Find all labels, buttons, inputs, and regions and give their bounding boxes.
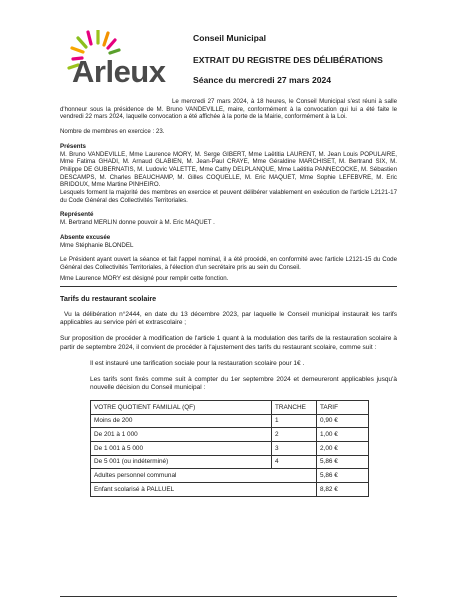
table-cell: Enfant scolarisé à PALLUEL	[91, 483, 317, 497]
tarifs-table	[90, 400, 369, 496]
tarifs-title: Tarifs du restaurant scolaire	[60, 294, 157, 304]
table-cell: 4	[272, 455, 317, 469]
represente-text: M. Bertrand MERLIN donne pouvoir à M. Eric MAQUET .	[60, 219, 215, 227]
header-title: Conseil Municipal	[193, 33, 267, 43]
table-header-tranche: TRANCHE	[272, 401, 317, 414]
table-cell: 8,82 €	[317, 483, 369, 497]
table-cell: 0,90 €	[317, 414, 369, 428]
section-divider	[60, 286, 397, 287]
header-subtitle: EXTRAIT DU REGISTRE DES DÉLIBÉRATIONS	[193, 55, 383, 65]
table-row	[91, 442, 369, 456]
table-header-qf: VOTRE QUOTIENT FAMILIAL (QF)	[91, 401, 272, 414]
footer-divider	[60, 596, 397, 597]
table-cell: 2	[272, 428, 317, 442]
tarifs-paragraph-4: Les tarifs sont fixés comme suit à compter du 1er septembre 2024 et demeureront applicables jusqu'à nouvelle décision du Conseil municipal :	[90, 376, 397, 392]
table-cell: 5,86 €	[317, 469, 369, 483]
absente-heading: Absente excusée	[60, 233, 111, 241]
session-date: Séance du mercredi 27 mars 2024	[193, 75, 332, 85]
tarifs-paragraph-2: Sur proposition de procéder à modification de l'article 1 quant à la modulation des tarifs de la restauration scolaire à partir de septembre 2024, il convient de procéder à l'ajustement des tarifs du restaurant scolaire, comme suit :	[60, 335, 397, 351]
table-cell: 1,00 €	[317, 428, 369, 442]
table-row	[91, 483, 369, 497]
table-row	[91, 469, 369, 483]
presents-heading: Présents	[60, 142, 86, 150]
members-count: Nombre de membres en exercice : 23.	[60, 128, 165, 136]
table-cell: 1	[272, 414, 317, 428]
intro-paragraph: Le mercredi 27 mars 2024, à 18 heures, le Conseil Municipal s'est réuni à salle d'honneur sous la présidence de M. Bruno VANDEVILLE, maire, conformément à la convocation qui lui a été faite le vendredi 22 mars 2024, laquelle convocation a été affichée à la porte de la Mairie, conformément à la Loi.	[60, 98, 397, 121]
table-header-tarif: TARIF	[317, 401, 369, 414]
tarifs-paragraph-1: Vu la délibération n°2444, en date du 13 décembre 2023, par laquelle le Conseil municipal instaurait les tarifs applicables au service péri et extrascolaire ;	[60, 311, 397, 327]
table-cell: 3	[272, 442, 317, 456]
table-cell: Moins de 200	[91, 414, 272, 428]
president-paragraph: Le Président ayant ouvert la séance et fait l'appel nominal, il a été procédé, en conformité avec l'article L2121-15 du Code Général des Collectivités Territoriales, à l'élection d'un secrétaire pris au sein du Conseil.	[60, 256, 397, 271]
table-cell: Adultes personnel communal	[91, 469, 317, 483]
secretary-paragraph: Mme Laurence MORY est désigné pour remplir cette fonction.	[60, 274, 229, 282]
logo-text: Arleux	[72, 54, 166, 89]
table-row	[91, 455, 369, 469]
presents-list: M. Bruno VANDEVILLE, Mme Laurence MORY, M. Serge GIBERT, Mme Laëtitia LAURENT, M. Jean Louis POPULAIRE, Mme Fatima GHADI, M. Arnaud GLABIEN, M. Jean-Paul CRAYE, Mme Géraldine MARCHISET, M. Bertrand SIX, M. Philippe DE GUBERNATIS, M. Ludovic VALETTE, Mme Cathy DELPLANQUE, Mme Laëtitia PANNECOCKE, M. Sébastien DESCAMPS, M. Charles BEAUCHAMP, M. Gilles COQUELLE, M. Eric MAQUET, Mme Sophie LEFEBVRE, M. Eric BRIDOUX, Mme Martine PINHEIRO.	[60, 150, 397, 189]
table-cell: 2,00 €	[317, 442, 369, 456]
table-cell: De 5 001 (ou indéterminé)	[91, 455, 272, 469]
arleux-logo	[58, 30, 166, 92]
table-cell: De 1 001 à 5 000	[91, 442, 272, 456]
absente-text: Mme Stéphanie BLONDEL	[60, 241, 134, 249]
document-header	[193, 32, 433, 86]
presents-note: Lesquels forment la majorité des membres en exercice et peuvent délibérer valablement en exécution de l'article L2121-17 du Code Général des Collectivités Territoriales.	[60, 189, 397, 204]
tarifs-paragraph-3: Il est instauré une tarification sociale pour la restauration scolaire pour 1€ .	[90, 359, 305, 367]
represente-heading: Représenté	[60, 211, 94, 219]
table-row	[91, 414, 369, 428]
table-cell: De 201 à 1 000	[91, 428, 272, 442]
table-cell: 5,86 €	[317, 455, 369, 469]
document-body	[60, 98, 397, 497]
table-header-row	[91, 401, 369, 414]
table-row	[91, 428, 369, 442]
